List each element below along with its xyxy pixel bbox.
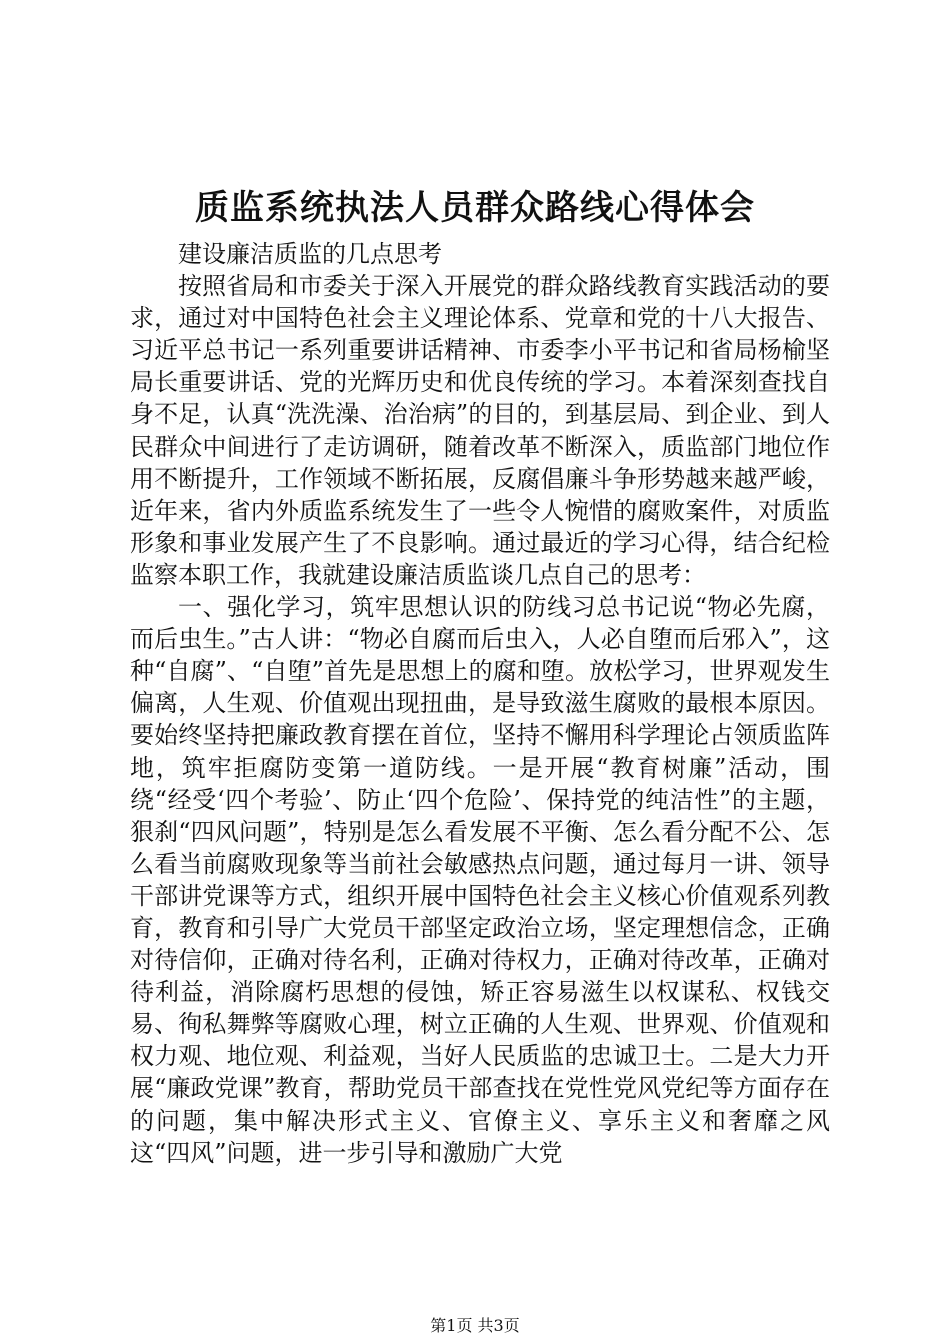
page-footer: 第1页 共3页 [430, 1316, 520, 1335]
document-body [130, 238, 830, 1169]
document-subtitle: 建设廉洁质监的几点思考 [178, 240, 442, 268]
paragraph-intro: 按照省局和市委关于深入开展党的群众路线教育实践活动的要求，通过对中国特色社会主义理论体系、党章和党的十八大报告、习近平总书记一系列重要讲话精神、市委李小平书记和省局杨榆坚局长重要讲话、党的光辉历史和优良传统的学习。本着深刻查找自身不足，认真“洗洗澡、治治病”的目的，到基层局、到企业、到人民群众中间进行了走访调研，随着改革不断深入，质监部门地位作用不断提升，工作领域不断拓展，反腐倡廉斗争形势越来越严峻，近年来，省内外质监系统发生了一些令人惋惜的腐败案件，对质监形象和事业发展产生了不良影响。通过最近的学习心得，结合纪检监察本职工作，我就建设廉洁质监谈几点自己的思考： [130, 272, 830, 589]
paragraph-section-one: 一、强化学习，筑牢思想认识的防线习总书记说“物必先腐，而后虫生。”古人讲：“物必自腐而后虫入，人必自堕而后邪入”，这种“自腐”、“自堕”首先是思想上的腐和堕。放松学习，世界观发生偏离，人生观、价值观出现扭曲，是导致滋生腐败的最根本原因。要始终坚持把廉政教育摆在首位，坚持不懈用科学理论占领质监阵地，筑牢拒腐防变第一道防线。一是开展“教育树廉”活动，围绕“经受‘四个考验’、防止‘四个危险’、保持党的纯洁性”的主题，狠刹“四风问题”，特别是怎么看发展不平衡、怎么看分配不公、怎么看当前腐败现象等当前社会敏感热点问题，通过每月一讲、领导干部讲党课等方式，组织开展中国特色社会主义核心价值观系列教育，教育和引导广大党员干部坚定政治立场，坚定理想信念，正确对待信仰，正确对待名利，正确对待权力，正确对待改革，正确对待利益，消除腐朽思想的侵蚀，矫正容易滋生以权谋私、权钱交易、徇私舞弊等腐败心理，树立正确的人生观、世界观、价值观和权力观、地位观、利益观，当好人民质监的忠诚卫士。二是大力开展“廉政党课”教育，帮助党员干部查找在党性党风党纪等方面存在的问题，集中解决形式主义、官僚主义、享乐主义和奢靡之风这“四风”问题，进一步引导和激励广大党 [130, 593, 830, 1167]
document-title: 质监系统执法人员群众路线心得体会 [195, 188, 755, 228]
